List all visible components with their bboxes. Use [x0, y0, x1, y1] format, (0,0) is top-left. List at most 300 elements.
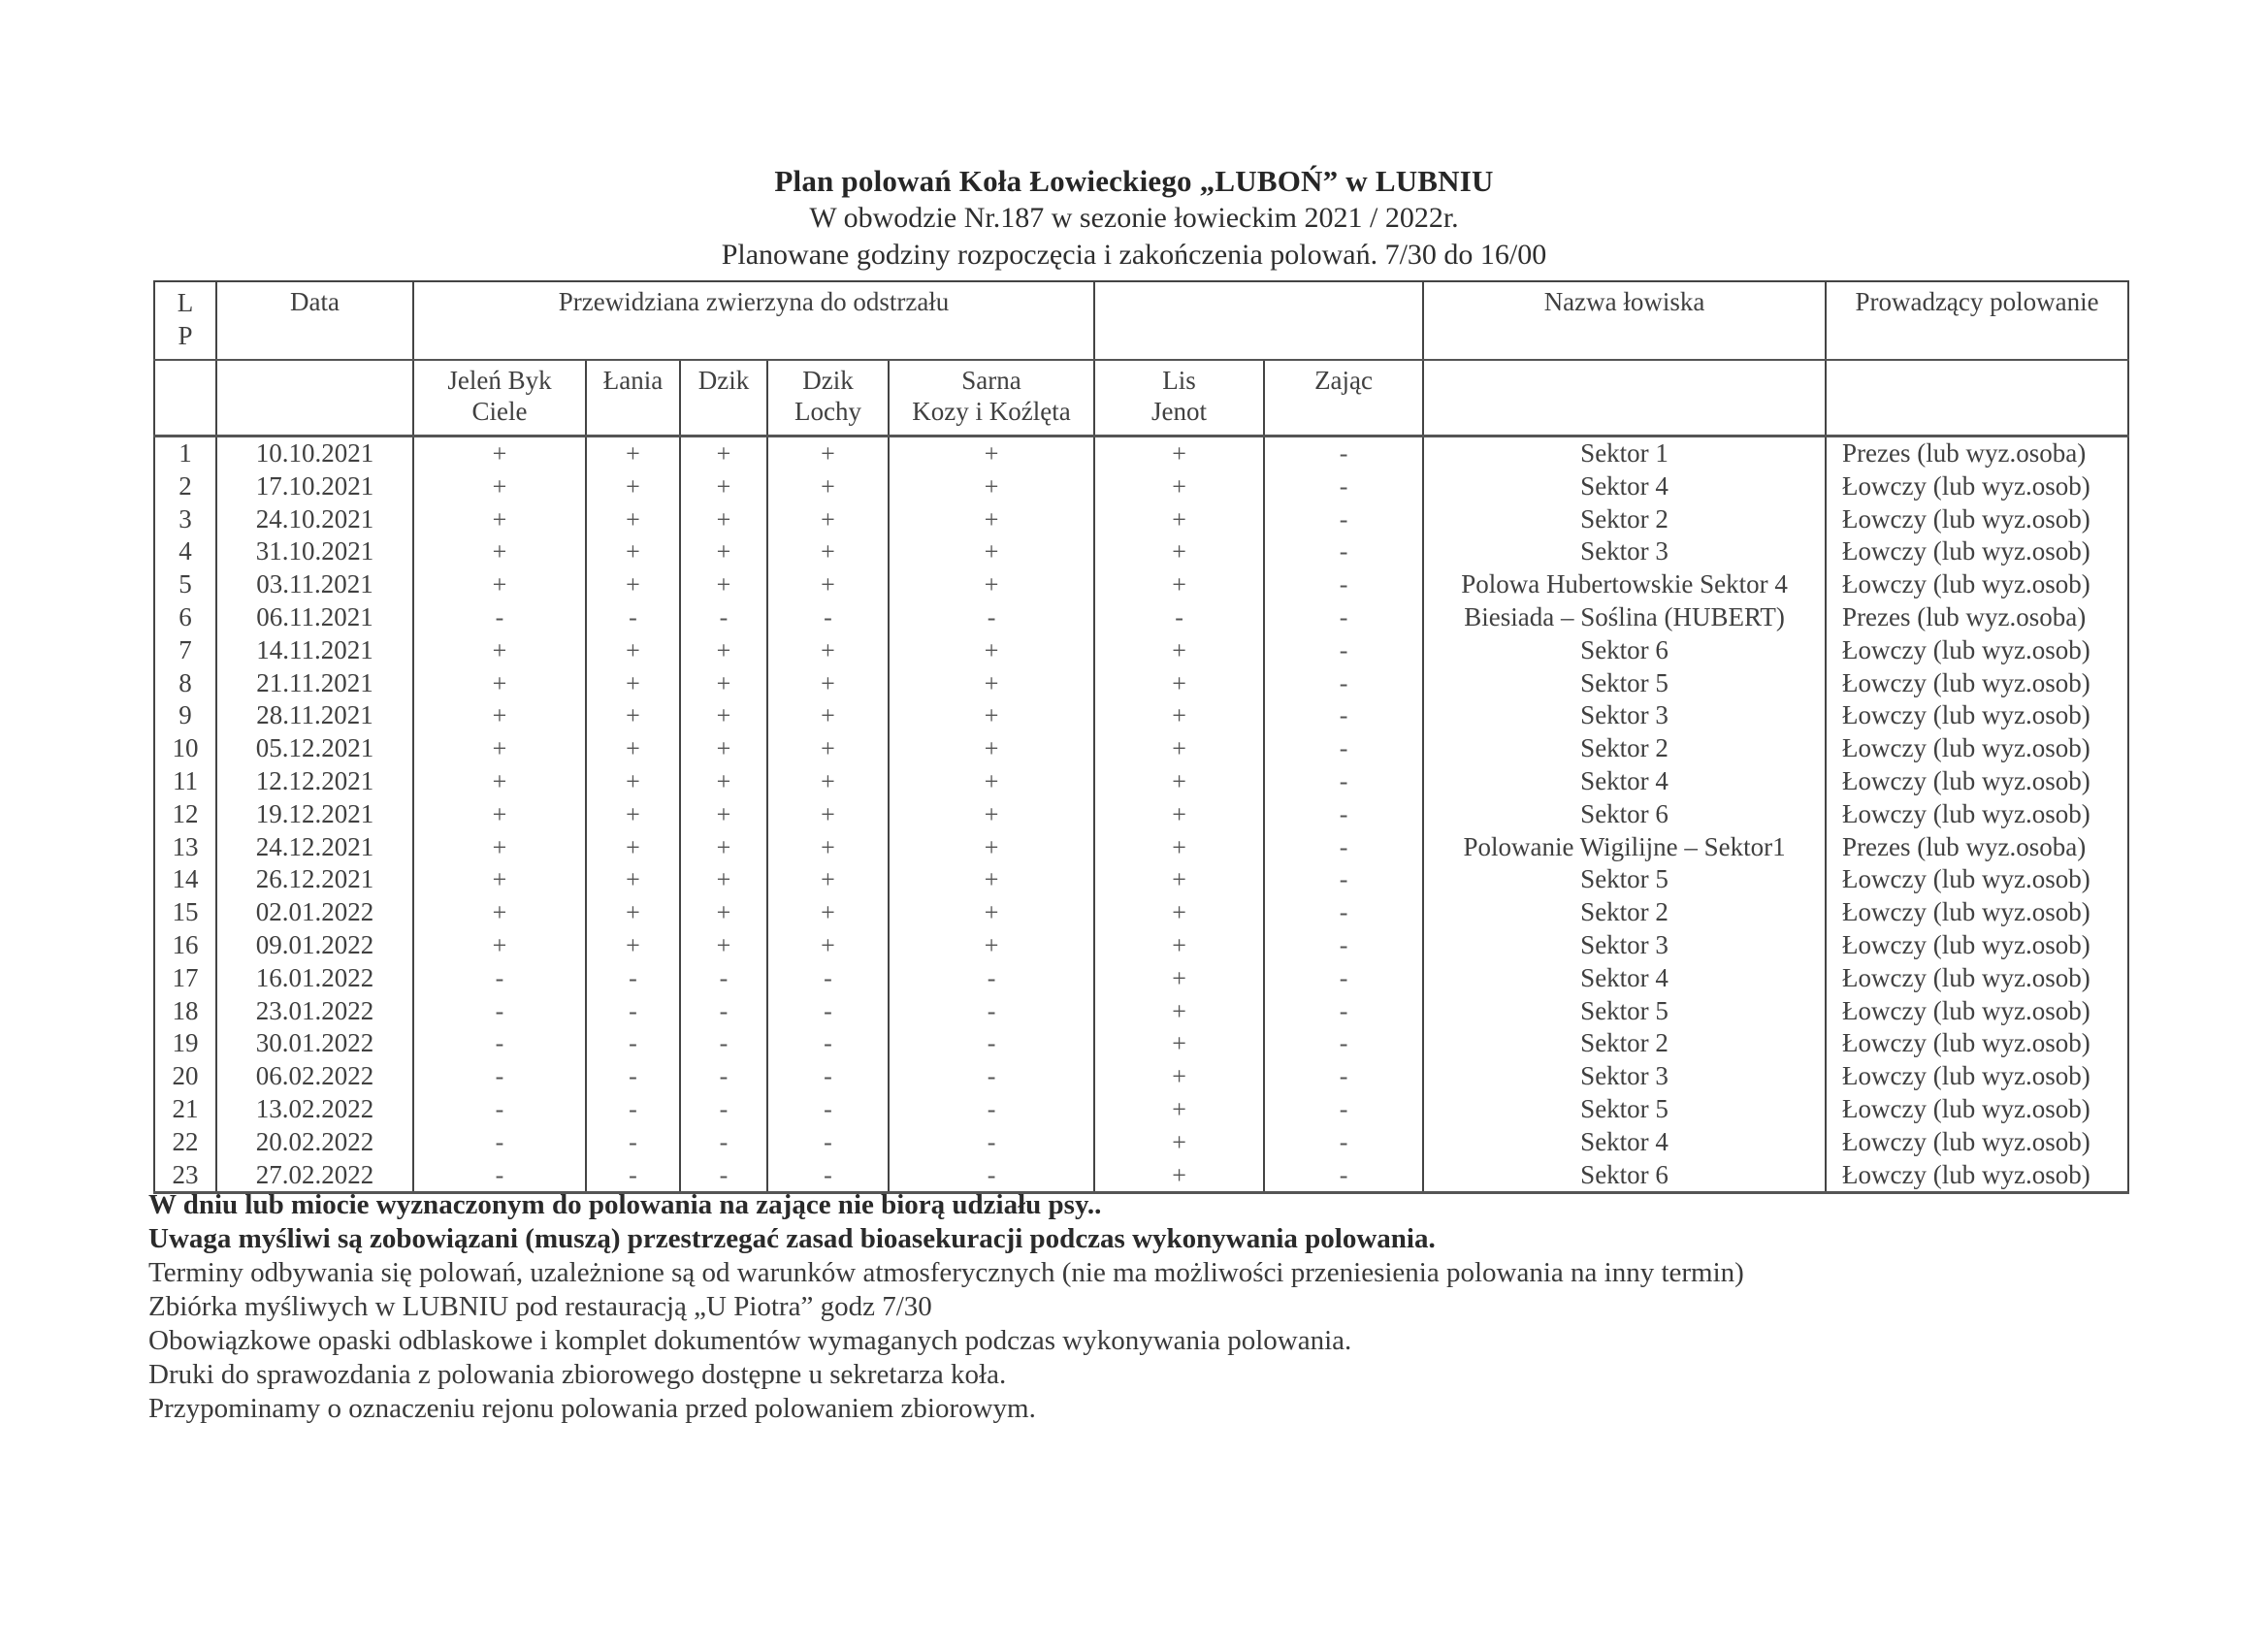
hunt-leader: Łowczy (lub wyz.osob)	[1826, 995, 2128, 1028]
hunt-date: 24.12.2021	[216, 831, 413, 864]
game-allowed-mark: +	[767, 568, 889, 601]
game-allowed-mark: -	[680, 601, 767, 634]
game-allowed-mark: +	[680, 503, 767, 536]
game-allowed-mark: +	[767, 831, 889, 864]
hunt-leader: Łowczy (lub wyz.osob)	[1826, 634, 2128, 667]
game-allowed-mark: +	[680, 667, 767, 700]
hunting-ground: Sektor 6	[1423, 634, 1826, 667]
table-row	[154, 896, 2128, 929]
subheader-date-empty	[216, 360, 413, 436]
game-allowed-mark: +	[1094, 831, 1264, 864]
document-title: Plan polowań Koła Łowieckiego „LUBOŃ” w LUBNIU	[774, 164, 1494, 198]
game-allowed-mark: +	[413, 667, 586, 700]
game-allowed-mark: +	[1094, 929, 1264, 962]
game-allowed-mark: -	[586, 962, 680, 995]
table-row	[154, 634, 2128, 667]
game-allowed-mark: -	[767, 601, 889, 634]
hunt-date: 24.10.2021	[216, 503, 413, 536]
game-allowed-mark: -	[586, 995, 680, 1028]
table-row	[154, 535, 2128, 568]
game-allowed-mark: +	[767, 699, 889, 732]
game-allowed-mark: +	[680, 831, 767, 864]
game-allowed-mark: -	[889, 1159, 1094, 1193]
game-allowed-mark: -	[767, 1027, 889, 1060]
game-allowed-mark: +	[680, 732, 767, 765]
hunt-date: 09.01.2022	[216, 929, 413, 962]
game-label-line1: Sarna	[961, 366, 1021, 395]
game-allowed-mark: +	[1094, 470, 1264, 503]
header-row-game	[154, 360, 2128, 436]
table-row	[154, 831, 2128, 864]
game-allowed-mark: -	[413, 1093, 586, 1126]
game-allowed-mark: +	[413, 765, 586, 798]
game-allowed-mark: +	[586, 699, 680, 732]
table-row	[154, 929, 2128, 962]
game-allowed-mark: -	[889, 962, 1094, 995]
subheader-game-1	[586, 360, 680, 436]
game-allowed-mark: +	[1094, 568, 1264, 601]
game-allowed-mark: +	[680, 896, 767, 929]
table-row	[154, 601, 2128, 634]
game-allowed-mark: +	[767, 470, 889, 503]
hunt-leader: Łowczy (lub wyz.osob)	[1826, 798, 2128, 831]
game-allowed-mark: +	[413, 503, 586, 536]
game-allowed-mark: -	[1264, 831, 1423, 864]
game-allowed-mark: -	[413, 995, 586, 1028]
subheader-game-5	[1094, 360, 1264, 436]
game-allowed-mark: +	[586, 765, 680, 798]
game-allowed-mark: -	[1264, 667, 1423, 700]
game-allowed-mark: +	[889, 470, 1094, 503]
hunting-ground: Sektor 5	[1423, 995, 1826, 1028]
game-allowed-mark: +	[767, 667, 889, 700]
game-allowed-mark: -	[680, 1027, 767, 1060]
table-row	[154, 699, 2128, 732]
hunt-leader: Łowczy (lub wyz.osob)	[1826, 699, 2128, 732]
game-allowed-mark: +	[889, 929, 1094, 962]
note: Obowiązkowe opaski odblaskowe i komplet dokumentów wymaganych podczas wykonywania polowania.	[148, 1325, 1352, 1356]
game-allowed-mark: -	[889, 1027, 1094, 1060]
game-allowed-mark: +	[889, 568, 1094, 601]
note: Druki do sprawozdania z polowania zbiorowego dostępne u sekretarza koła.	[148, 1359, 1007, 1390]
game-allowed-mark: +	[1094, 1159, 1264, 1193]
note: Przypominamy o oznaczeniu rejonu polowania przed polowaniem zbiorowym.	[148, 1393, 1036, 1424]
game-allowed-mark: +	[586, 831, 680, 864]
hunting-schedule-table	[153, 280, 2129, 1194]
hunt-leader: Prezes (lub wyz.osoba)	[1826, 831, 2128, 864]
row-number: 17	[154, 962, 216, 995]
hunting-ground: Polowanie Wigilijne – Sektor1	[1423, 831, 1826, 864]
table-row	[154, 667, 2128, 700]
hunt-date: 10.10.2021	[216, 436, 413, 470]
game-allowed-mark: +	[767, 896, 889, 929]
game-allowed-mark: +	[1094, 896, 1264, 929]
row-number: 15	[154, 896, 216, 929]
hunt-date: 17.10.2021	[216, 470, 413, 503]
row-number: 21	[154, 1093, 216, 1126]
game-allowed-mark: +	[413, 831, 586, 864]
row-number: 23	[154, 1159, 216, 1193]
hunt-leader: Łowczy (lub wyz.osob)	[1826, 667, 2128, 700]
game-allowed-mark: +	[680, 929, 767, 962]
hunt-leader: Łowczy (lub wyz.osob)	[1826, 929, 2128, 962]
hunt-leader: Łowczy (lub wyz.osob)	[1826, 1093, 2128, 1126]
table-row	[154, 798, 2128, 831]
game-allowed-mark: +	[413, 535, 586, 568]
hunt-leader: Łowczy (lub wyz.osob)	[1826, 470, 2128, 503]
hunting-ground: Sektor 2	[1423, 503, 1826, 536]
game-allowed-mark: +	[1094, 699, 1264, 732]
hunting-ground: Sektor 4	[1423, 962, 1826, 995]
game-allowed-mark: +	[586, 568, 680, 601]
table-row	[154, 765, 2128, 798]
game-label-line2: Jenot	[1151, 397, 1208, 426]
table-row	[154, 732, 2128, 765]
row-number: 9	[154, 699, 216, 732]
game-allowed-mark: +	[767, 436, 889, 470]
row-number: 10	[154, 732, 216, 765]
hunting-ground: Biesiada – Soślina (HUBERT)	[1423, 601, 1826, 634]
game-allowed-mark: +	[413, 798, 586, 831]
game-allowed-mark: +	[1094, 535, 1264, 568]
subheader-game-4	[889, 360, 1094, 436]
hunt-leader: Łowczy (lub wyz.osob)	[1826, 765, 2128, 798]
game-allowed-mark: -	[1264, 699, 1423, 732]
game-allowed-mark: +	[586, 896, 680, 929]
game-allowed-mark: +	[586, 436, 680, 470]
game-allowed-mark: +	[767, 765, 889, 798]
game-allowed-mark: +	[586, 732, 680, 765]
table-row	[154, 995, 2128, 1028]
hunt-leader: Łowczy (lub wyz.osob)	[1826, 1027, 2128, 1060]
game-allowed-mark: -	[680, 1093, 767, 1126]
hunt-leader: Łowczy (lub wyz.osob)	[1826, 863, 2128, 896]
game-allowed-mark: -	[1264, 896, 1423, 929]
subheader-game-6	[1264, 360, 1423, 436]
game-allowed-mark: -	[413, 1060, 586, 1093]
game-allowed-mark: +	[586, 470, 680, 503]
game-allowed-mark: +	[889, 535, 1094, 568]
row-number: 8	[154, 667, 216, 700]
game-allowed-mark: +	[1094, 667, 1264, 700]
game-allowed-mark: +	[1094, 1126, 1264, 1159]
table-row	[154, 1093, 2128, 1126]
hunting-ground: Sektor 2	[1423, 1027, 1826, 1060]
header-location: Nazwa łowiska	[1423, 281, 1826, 360]
game-allowed-mark: +	[680, 568, 767, 601]
game-label-line2: Lochy	[794, 397, 861, 426]
row-number: 6	[154, 601, 216, 634]
hunting-ground: Sektor 4	[1423, 1126, 1826, 1159]
game-allowed-mark: -	[1264, 503, 1423, 536]
game-allowed-mark: +	[680, 634, 767, 667]
game-label-line1: Jeleń Byk	[447, 366, 552, 395]
hunt-date: 27.02.2022	[216, 1159, 413, 1193]
game-allowed-mark: +	[680, 535, 767, 568]
hunt-date: 28.11.2021	[216, 699, 413, 732]
header-row-main	[154, 281, 2128, 360]
table-row	[154, 1060, 2128, 1093]
game-allowed-mark: +	[1094, 436, 1264, 470]
game-allowed-mark: +	[1094, 798, 1264, 831]
hunt-date: 21.11.2021	[216, 667, 413, 700]
game-allowed-mark: +	[889, 863, 1094, 896]
game-allowed-mark: +	[889, 798, 1094, 831]
header-date: Data	[216, 281, 413, 360]
schedule-body	[154, 436, 2128, 1193]
hunt-leader: Łowczy (lub wyz.osob)	[1826, 503, 2128, 536]
row-number: 5	[154, 568, 216, 601]
game-label-line2: Kozy i Koźlęta	[912, 397, 1071, 426]
game-allowed-mark: +	[586, 929, 680, 962]
hunting-ground: Sektor 3	[1423, 929, 1826, 962]
note: Terminy odbywania się polowań, uzależnione są od warunków atmosferycznych (nie ma możliwości przeniesienia polowania na inny termin)	[148, 1257, 1744, 1288]
game-label-line2: Ciele	[471, 397, 528, 426]
hunting-ground: Polowa Hubertowskie Sektor 4	[1423, 568, 1826, 601]
game-allowed-mark: -	[767, 1093, 889, 1126]
game-allowed-mark: -	[889, 1126, 1094, 1159]
header-game-group: Przewidziana zwierzyna do odstrzału	[413, 281, 1094, 360]
table-row	[154, 503, 2128, 536]
game-allowed-mark: +	[1094, 962, 1264, 995]
game-allowed-mark: +	[413, 436, 586, 470]
table-row	[154, 863, 2128, 896]
game-allowed-mark: +	[413, 929, 586, 962]
table-row	[154, 1027, 2128, 1060]
subheader-game-0	[413, 360, 586, 436]
game-allowed-mark: +	[586, 863, 680, 896]
hunting-hours: Planowane godziny rozpoczęcia i zakończenia polowań. 7/30 do 16/00	[721, 239, 1547, 271]
row-number: 19	[154, 1027, 216, 1060]
game-allowed-mark: -	[586, 1126, 680, 1159]
hunt-date: 06.02.2022	[216, 1060, 413, 1093]
game-allowed-mark: +	[889, 634, 1094, 667]
game-allowed-mark: +	[680, 470, 767, 503]
game-allowed-mark: +	[586, 798, 680, 831]
game-allowed-mark: +	[680, 765, 767, 798]
game-allowed-mark: +	[767, 863, 889, 896]
hunt-date: 14.11.2021	[216, 634, 413, 667]
hunt-date: 20.02.2022	[216, 1126, 413, 1159]
hunt-date: 12.12.2021	[216, 765, 413, 798]
game-allowed-mark: +	[1094, 503, 1264, 536]
hunt-date: 31.10.2021	[216, 535, 413, 568]
game-allowed-mark: +	[767, 634, 889, 667]
row-number: 2	[154, 470, 216, 503]
note: Zbiórka myśliwych w LUBNIU pod restauracją „U Piotra” godz 7/30	[148, 1291, 932, 1322]
game-allowed-mark: -	[767, 1060, 889, 1093]
game-allowed-mark: +	[1094, 634, 1264, 667]
game-allowed-mark: +	[767, 535, 889, 568]
hunt-leader: Prezes (lub wyz.osoba)	[1826, 436, 2128, 470]
hunt-leader: Łowczy (lub wyz.osob)	[1826, 568, 2128, 601]
game-allowed-mark: +	[586, 634, 680, 667]
row-number: 1	[154, 436, 216, 470]
table-row	[154, 1126, 2128, 1159]
table-row	[154, 568, 2128, 601]
hunt-date: 16.01.2022	[216, 962, 413, 995]
hunt-leader: Prezes (lub wyz.osoba)	[1826, 601, 2128, 634]
game-allowed-mark: -	[586, 1159, 680, 1193]
game-allowed-mark: +	[889, 732, 1094, 765]
game-allowed-mark: +	[680, 699, 767, 732]
game-allowed-mark: -	[413, 1126, 586, 1159]
hunting-ground: Sektor 4	[1423, 470, 1826, 503]
game-allowed-mark: +	[1094, 863, 1264, 896]
document-subtitle: W obwodzie Nr.187 w sezonie łowieckim 2021 / 2022r.	[809, 202, 1459, 234]
subheader-game-3	[767, 360, 889, 436]
hunting-ground: Sektor 1	[1423, 436, 1826, 470]
hunt-date: 26.12.2021	[216, 863, 413, 896]
hunting-ground: Sektor 6	[1423, 798, 1826, 831]
game-allowed-mark: -	[1264, 1093, 1423, 1126]
header-lp-label: L P	[177, 288, 194, 350]
game-allowed-mark: -	[889, 1093, 1094, 1126]
game-allowed-mark: +	[1094, 1027, 1264, 1060]
game-allowed-mark: -	[889, 995, 1094, 1028]
game-allowed-mark: -	[680, 1060, 767, 1093]
game-allowed-mark: -	[1264, 1060, 1423, 1093]
game-allowed-mark: +	[1094, 995, 1264, 1028]
hunting-ground: Sektor 5	[1423, 667, 1826, 700]
game-label-line1: Dzik	[802, 366, 854, 395]
header-empty-group	[1094, 281, 1423, 360]
game-allowed-mark: +	[889, 831, 1094, 864]
game-allowed-mark: -	[1264, 436, 1423, 470]
game-allowed-mark: -	[413, 962, 586, 995]
game-allowed-mark: +	[889, 896, 1094, 929]
row-number: 4	[154, 535, 216, 568]
game-allowed-mark: -	[1264, 634, 1423, 667]
game-allowed-mark: -	[1264, 798, 1423, 831]
hunt-leader: Łowczy (lub wyz.osob)	[1826, 1159, 2128, 1193]
game-allowed-mark: -	[1264, 1159, 1423, 1193]
game-allowed-mark: -	[586, 1027, 680, 1060]
game-allowed-mark: +	[767, 798, 889, 831]
game-allowed-mark: -	[586, 601, 680, 634]
game-allowed-mark: +	[889, 765, 1094, 798]
game-allowed-mark: -	[586, 1060, 680, 1093]
hunt-date: 30.01.2022	[216, 1027, 413, 1060]
game-allowed-mark: +	[889, 699, 1094, 732]
game-allowed-mark: +	[586, 503, 680, 536]
row-number: 13	[154, 831, 216, 864]
hunting-ground: Sektor 5	[1423, 1093, 1826, 1126]
game-allowed-mark: -	[413, 1027, 586, 1060]
hunting-ground: Sektor 4	[1423, 765, 1826, 798]
hunt-leader: Łowczy (lub wyz.osob)	[1826, 1060, 2128, 1093]
game-allowed-mark: -	[1264, 995, 1423, 1028]
game-allowed-mark: -	[680, 962, 767, 995]
game-allowed-mark: -	[1264, 1126, 1423, 1159]
game-allowed-mark: +	[413, 896, 586, 929]
game-allowed-mark: -	[680, 1159, 767, 1193]
game-allowed-mark: +	[767, 503, 889, 536]
game-allowed-mark: -	[1264, 863, 1423, 896]
row-number: 18	[154, 995, 216, 1028]
game-allowed-mark: -	[1094, 601, 1264, 634]
game-allowed-mark: +	[1094, 1060, 1264, 1093]
subheader-game-2	[680, 360, 767, 436]
game-allowed-mark: +	[680, 863, 767, 896]
game-allowed-mark: +	[1094, 765, 1264, 798]
game-allowed-mark: +	[1094, 732, 1264, 765]
hunt-leader: Łowczy (lub wyz.osob)	[1826, 1126, 2128, 1159]
game-label-line1: Dzik	[697, 366, 750, 395]
subheader-location-empty	[1423, 360, 1826, 436]
hunting-ground: Sektor 5	[1423, 863, 1826, 896]
hunt-date: 23.01.2022	[216, 995, 413, 1028]
table-row	[154, 436, 2128, 470]
row-number: 20	[154, 1060, 216, 1093]
hunt-date: 06.11.2021	[216, 601, 413, 634]
table-row	[154, 470, 2128, 503]
game-label-line1: Łania	[602, 366, 664, 395]
game-allowed-mark: +	[413, 568, 586, 601]
hunting-ground: Sektor 3	[1423, 699, 1826, 732]
header-lp	[154, 281, 216, 360]
game-allowed-mark: +	[413, 863, 586, 896]
game-allowed-mark: +	[586, 667, 680, 700]
game-label-line1: Zając	[1314, 366, 1374, 395]
game-allowed-mark: +	[413, 732, 586, 765]
game-allowed-mark: +	[586, 535, 680, 568]
game-label-line1: Lis	[1162, 366, 1196, 395]
hunt-date: 02.01.2022	[216, 896, 413, 929]
row-number: 7	[154, 634, 216, 667]
hunt-date: 13.02.2022	[216, 1093, 413, 1126]
game-allowed-mark: -	[1264, 929, 1423, 962]
hunt-leader: Łowczy (lub wyz.osob)	[1826, 896, 2128, 929]
game-allowed-mark: -	[680, 1126, 767, 1159]
game-allowed-mark: -	[889, 1060, 1094, 1093]
subheader-leader-empty	[1826, 360, 2128, 436]
hunting-ground: Sektor 3	[1423, 1060, 1826, 1093]
game-allowed-mark: -	[767, 1126, 889, 1159]
game-allowed-mark: -	[767, 1159, 889, 1193]
game-allowed-mark: +	[767, 732, 889, 765]
row-number: 12	[154, 798, 216, 831]
game-allowed-mark: -	[413, 1159, 586, 1193]
row-number: 22	[154, 1126, 216, 1159]
hunt-leader: Łowczy (lub wyz.osob)	[1826, 962, 2128, 995]
game-allowed-mark: +	[680, 436, 767, 470]
hunt-leader: Łowczy (lub wyz.osob)	[1826, 535, 2128, 568]
hunting-ground: Sektor 2	[1423, 896, 1826, 929]
game-allowed-mark: -	[1264, 470, 1423, 503]
game-allowed-mark: +	[680, 798, 767, 831]
game-allowed-mark: -	[1264, 601, 1423, 634]
game-allowed-mark: +	[889, 436, 1094, 470]
row-number: 3	[154, 503, 216, 536]
game-allowed-mark: +	[413, 634, 586, 667]
game-allowed-mark: -	[1264, 765, 1423, 798]
game-allowed-mark: -	[1264, 962, 1423, 995]
row-number: 16	[154, 929, 216, 962]
game-allowed-mark: -	[1264, 568, 1423, 601]
game-allowed-mark: -	[586, 1093, 680, 1126]
row-number: 11	[154, 765, 216, 798]
game-allowed-mark: +	[413, 699, 586, 732]
notes-section	[148, 1188, 2186, 1426]
game-allowed-mark: +	[889, 667, 1094, 700]
game-allowed-mark: -	[1264, 732, 1423, 765]
document-header	[0, 165, 2268, 272]
hunt-date: 05.12.2021	[216, 732, 413, 765]
game-allowed-mark: -	[889, 601, 1094, 634]
hunting-ground: Sektor 2	[1423, 732, 1826, 765]
table-row	[154, 962, 2128, 995]
